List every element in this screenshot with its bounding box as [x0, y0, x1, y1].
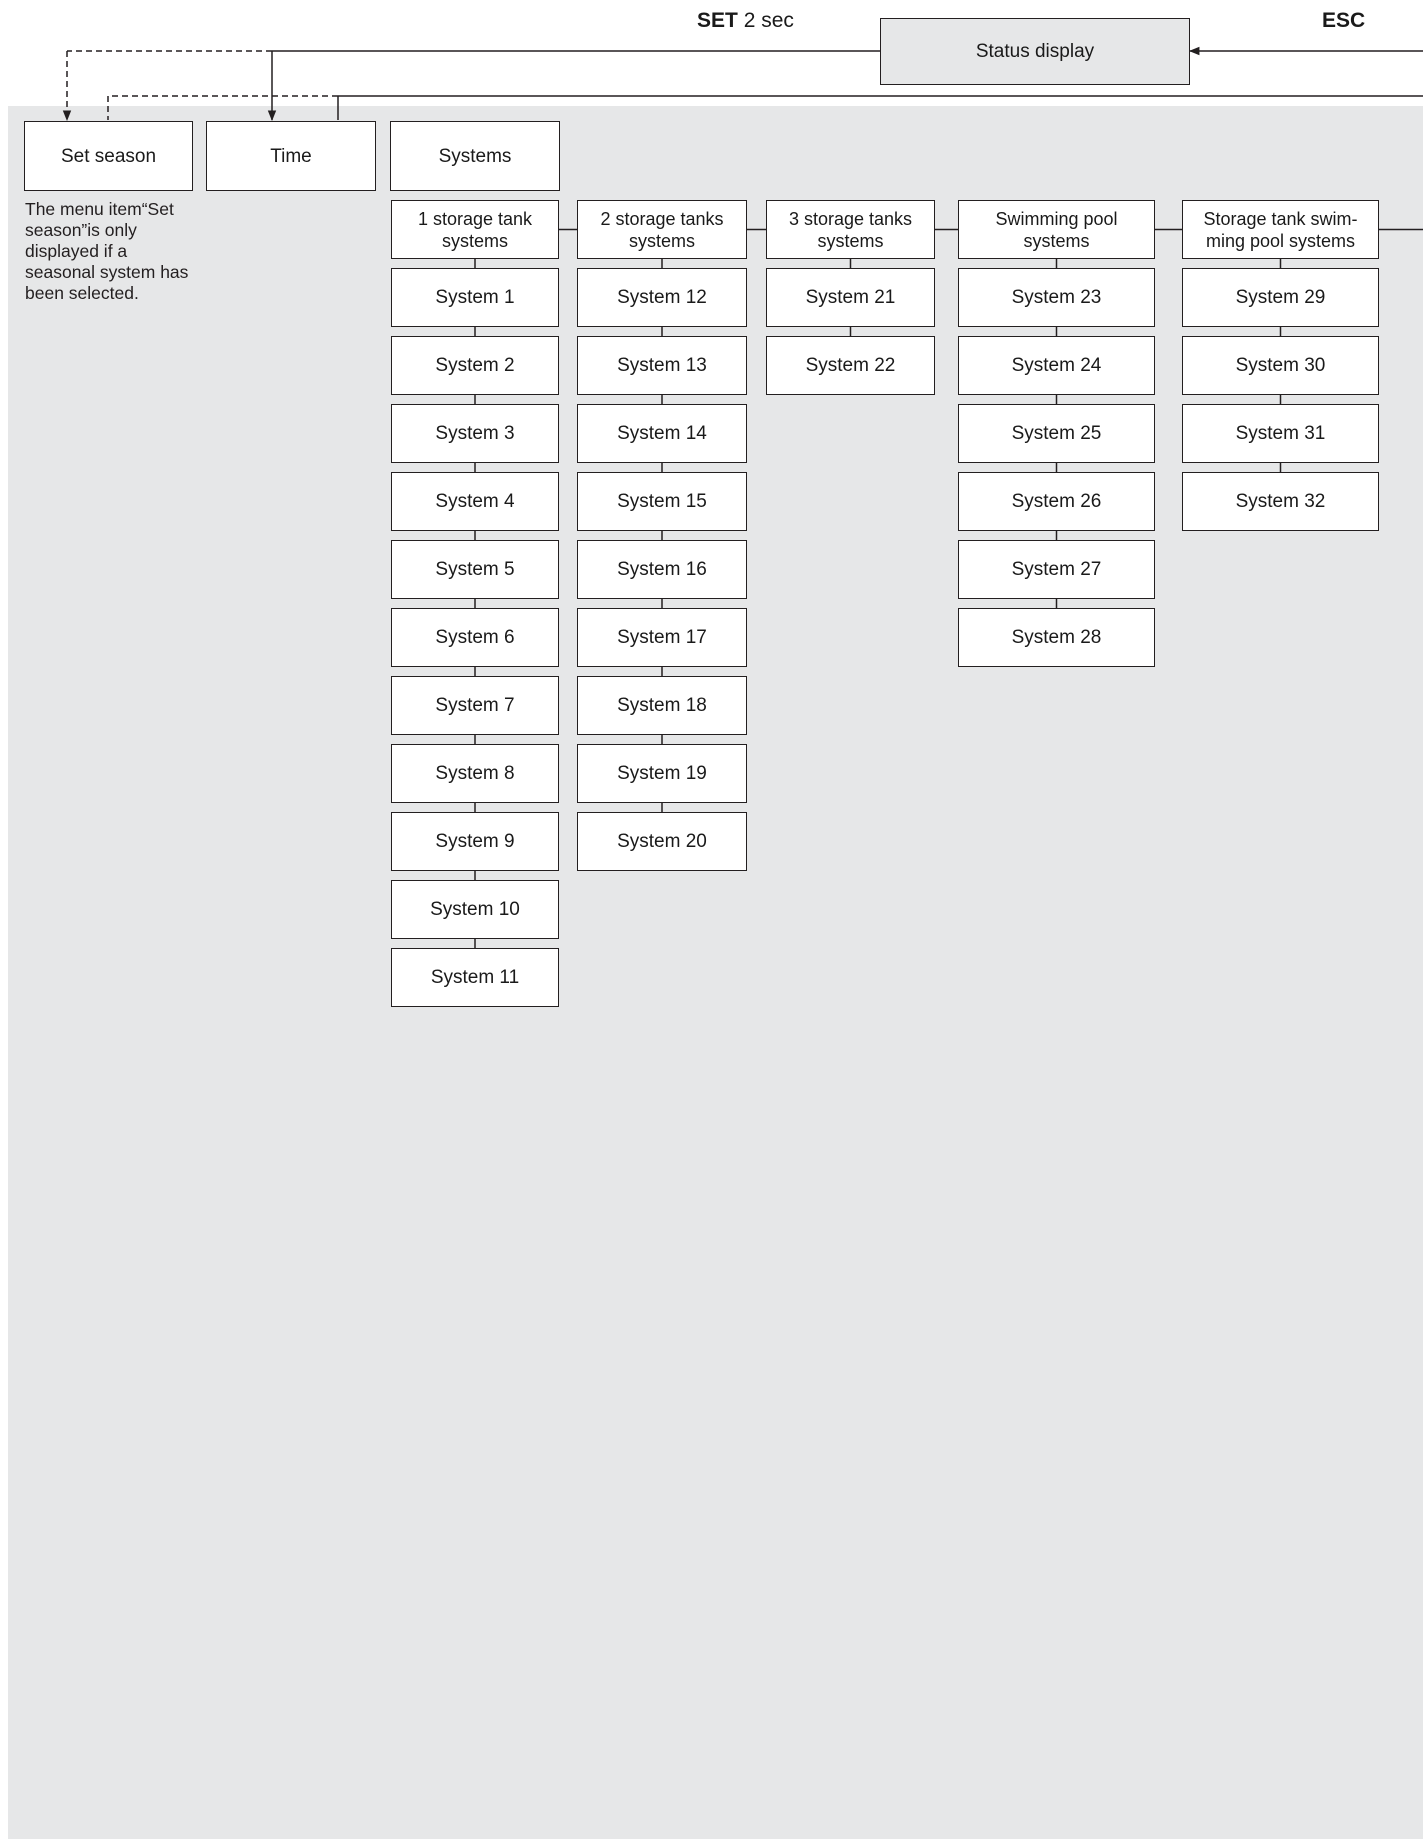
system-box[interactable]: [958, 404, 1155, 463]
system-label: System 29: [1235, 287, 1326, 308]
system-label: System 22: [805, 355, 896, 376]
system-label: System 14: [617, 423, 707, 444]
time-box[interactable]: [206, 121, 376, 191]
system-label: System 28: [1011, 627, 1102, 648]
system-box[interactable]: [577, 540, 747, 599]
system-box[interactable]: [577, 676, 747, 735]
system-box[interactable]: [577, 336, 747, 395]
system-label: System 27: [1011, 559, 1102, 580]
system-label: System 2: [435, 355, 515, 376]
system-label: System 3: [435, 423, 515, 444]
system-box[interactable]: [577, 472, 747, 531]
system-box[interactable]: [766, 268, 935, 327]
system-box[interactable]: [391, 268, 559, 327]
system-box[interactable]: [1182, 472, 1379, 531]
category-box-2[interactable]: [577, 200, 747, 259]
system-label: System 10: [430, 899, 520, 920]
system-box[interactable]: [577, 268, 747, 327]
status-display-label: Status display: [975, 41, 1095, 62]
system-label: System 20: [617, 831, 707, 852]
system-label: System 18: [617, 695, 707, 716]
category-label: 3 storage tanks systems: [788, 208, 913, 251]
system-box[interactable]: [391, 812, 559, 871]
system-box[interactable]: [958, 540, 1155, 599]
system-label: System 23: [1011, 287, 1102, 308]
category-box-5[interactable]: [1182, 200, 1379, 259]
system-label: System 32: [1235, 491, 1326, 512]
system-box[interactable]: [958, 472, 1155, 531]
system-label: System 7: [435, 695, 515, 716]
system-label: System 25: [1011, 423, 1102, 444]
system-box[interactable]: [391, 948, 559, 1007]
category-label: Swimming pool systems: [995, 208, 1118, 251]
system-label: System 4: [435, 491, 515, 512]
category-label: 1 storage tank systems: [417, 208, 533, 251]
system-box[interactable]: [577, 608, 747, 667]
status-display-box[interactable]: [880, 18, 1190, 85]
systems-box[interactable]: [390, 121, 560, 191]
system-box[interactable]: [958, 336, 1155, 395]
system-label: System 5: [435, 559, 515, 580]
system-label: System 31: [1235, 423, 1326, 444]
system-box[interactable]: [958, 268, 1155, 327]
system-box[interactable]: [766, 336, 935, 395]
system-label: System 13: [617, 355, 707, 376]
system-label: System 11: [430, 967, 520, 988]
category-label: Storage tank swim- ming pool systems: [1203, 208, 1358, 251]
system-label: System 19: [617, 763, 707, 784]
systems-label: Systems: [438, 145, 512, 167]
system-box[interactable]: [1182, 336, 1379, 395]
category-box-3[interactable]: [766, 200, 935, 259]
system-box[interactable]: [391, 744, 559, 803]
system-box[interactable]: [577, 744, 747, 803]
system-box[interactable]: [1182, 268, 1379, 327]
system-box[interactable]: [958, 608, 1155, 667]
system-label: System 17: [617, 627, 707, 648]
category-box-1[interactable]: [391, 200, 559, 259]
system-label: System 21: [805, 287, 896, 308]
system-box[interactable]: [391, 608, 559, 667]
esc-key-label: ESC: [1322, 9, 1366, 32]
set-season-note: The menu item“Set season”is only displayed if a seasonal system has been selected.: [25, 199, 189, 303]
set-season-label: Set season: [60, 145, 157, 167]
system-box[interactable]: [391, 676, 559, 735]
system-label: System 8: [435, 763, 515, 784]
time-label: Time: [270, 145, 312, 167]
system-box[interactable]: [391, 880, 559, 939]
system-label: System 1: [435, 287, 515, 308]
system-label: System 12: [617, 287, 707, 308]
category-box-4[interactable]: [958, 200, 1155, 259]
system-label: System 26: [1011, 491, 1102, 512]
system-label: System 24: [1011, 355, 1102, 376]
system-box[interactable]: [577, 812, 747, 871]
system-label: System 16: [617, 559, 707, 580]
system-box[interactable]: [391, 336, 559, 395]
system-label: System 30: [1235, 355, 1326, 376]
system-label: System 6: [435, 627, 515, 648]
system-box[interactable]: [391, 472, 559, 531]
system-box[interactable]: [1182, 404, 1379, 463]
system-box[interactable]: [391, 404, 559, 463]
system-box[interactable]: [577, 404, 747, 463]
category-label: 2 storage tanks systems: [600, 208, 724, 251]
system-label: System 15: [617, 491, 707, 512]
system-box[interactable]: [391, 540, 559, 599]
system-label: System 9: [435, 831, 515, 852]
set-season-box[interactable]: [24, 121, 193, 191]
set-key-label: SET 2 sec: [697, 9, 794, 32]
